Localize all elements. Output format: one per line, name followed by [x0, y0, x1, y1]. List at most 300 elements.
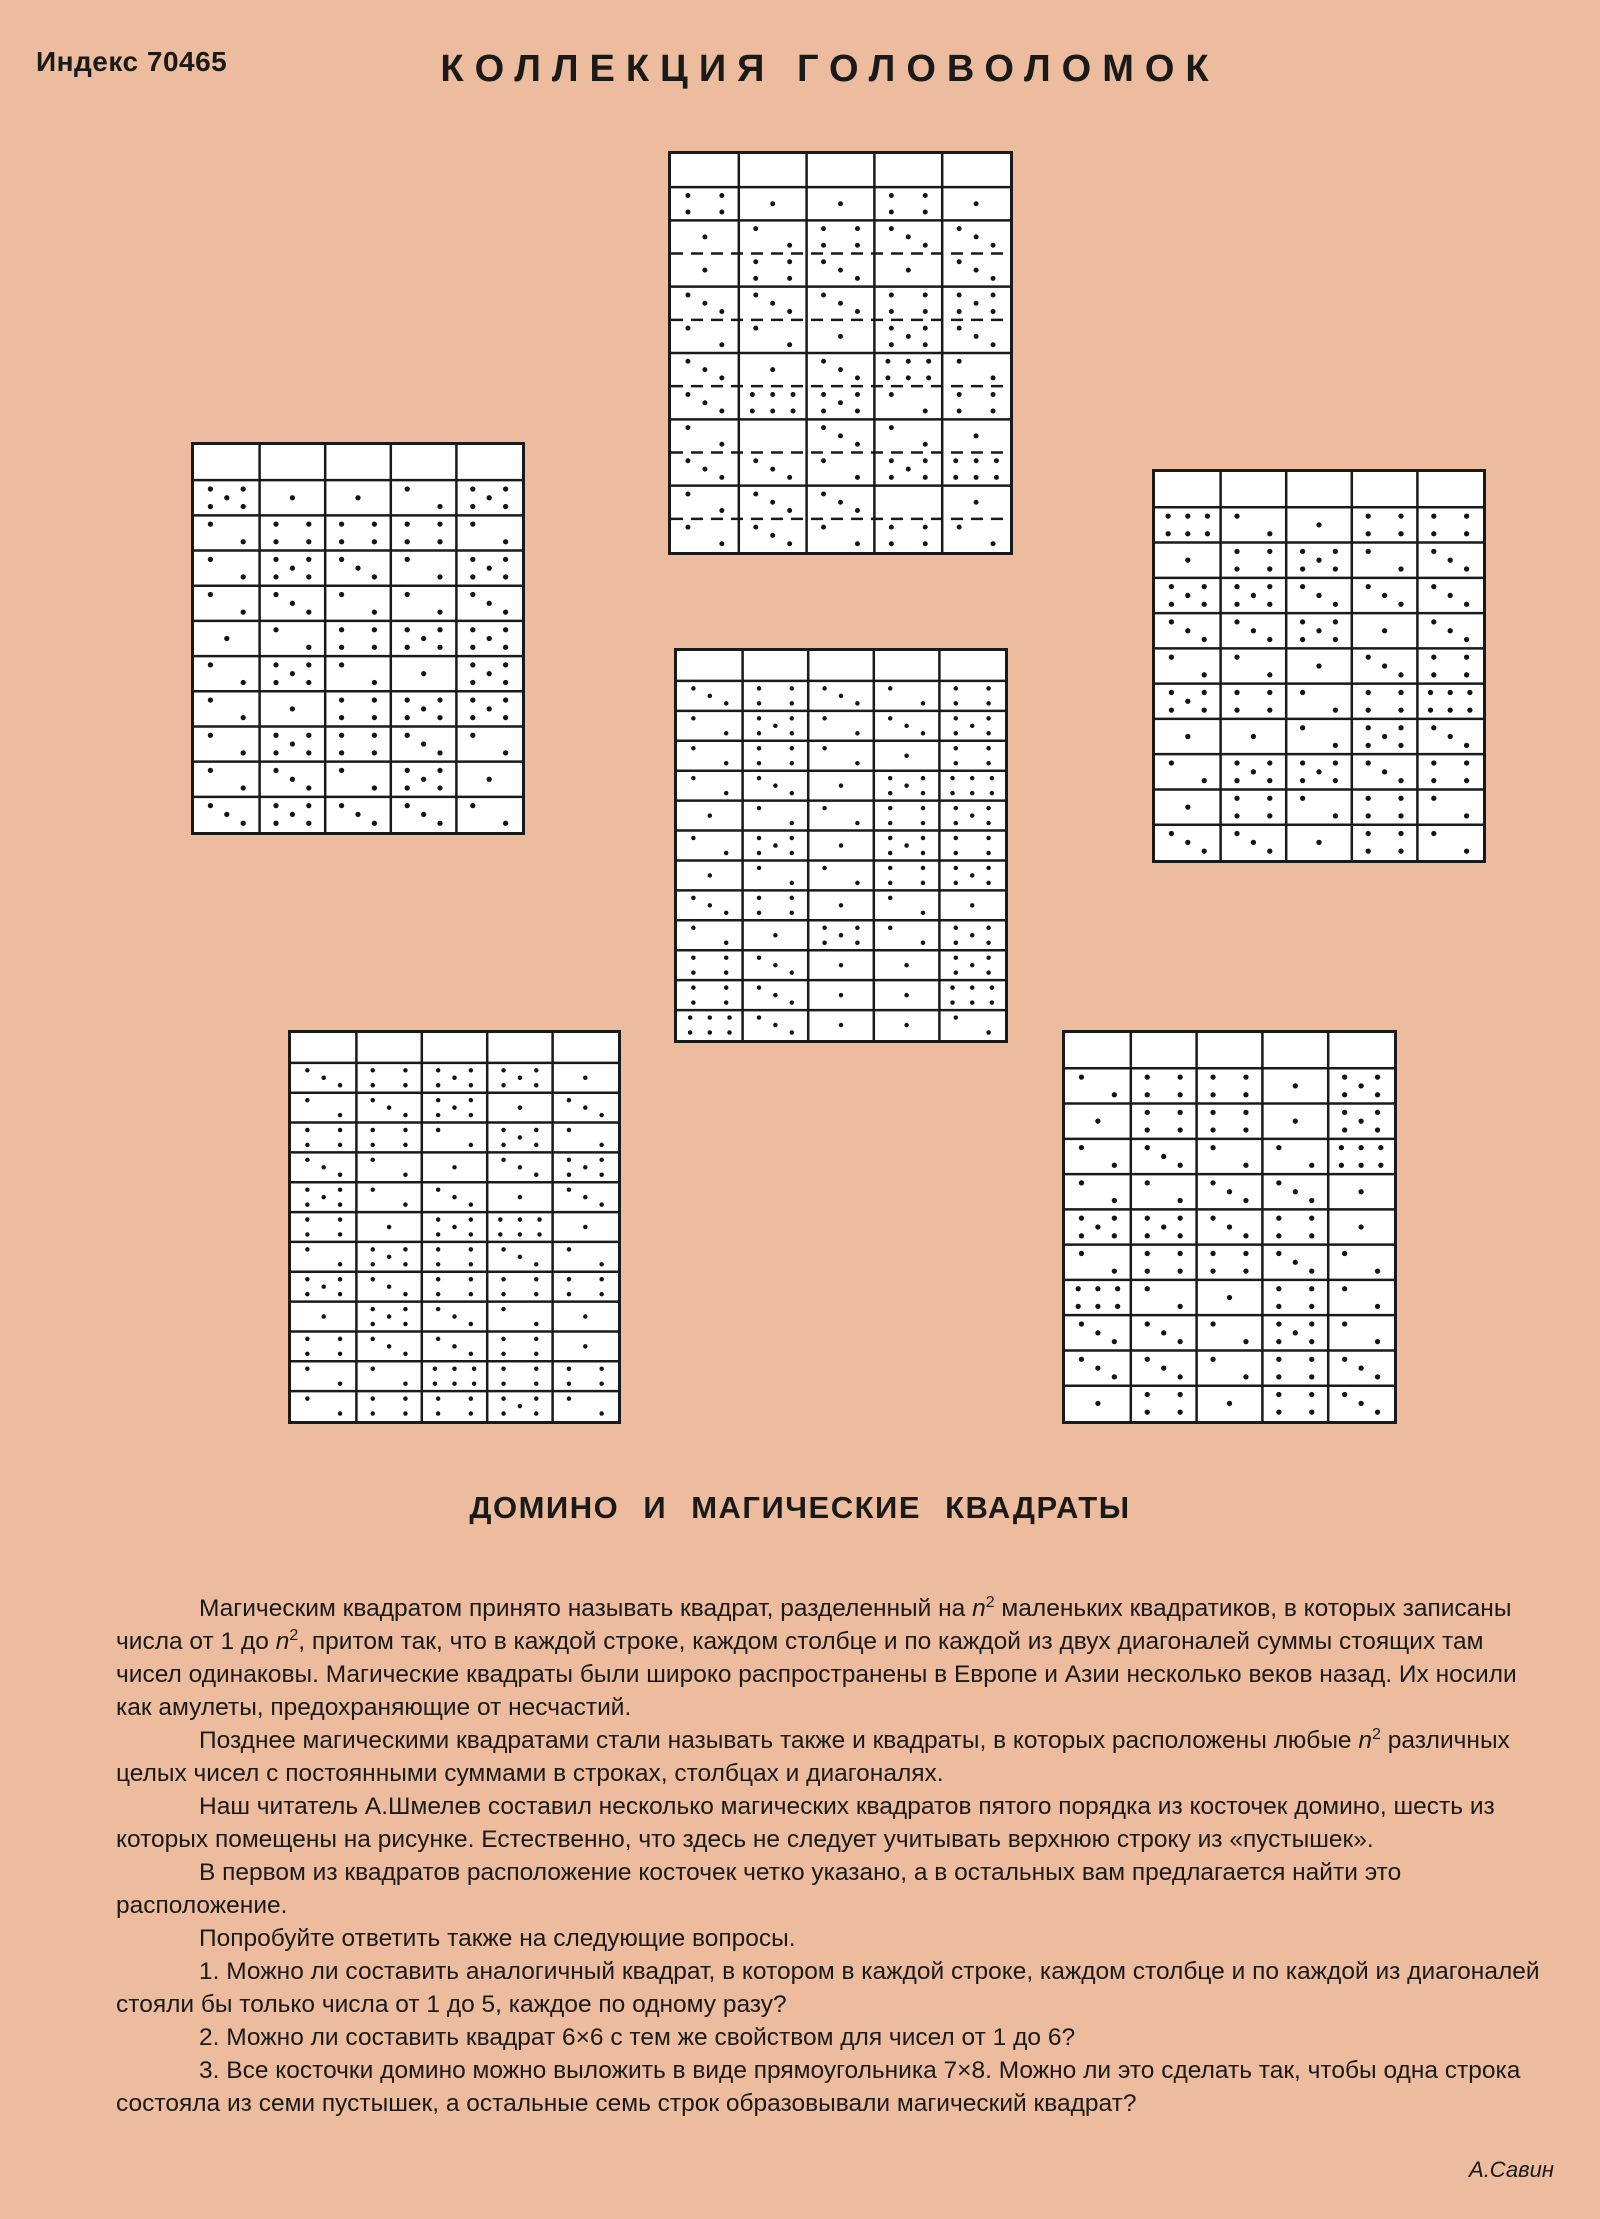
domino-pip [791, 409, 796, 414]
domino-pip [452, 1344, 456, 1348]
domino-pip [241, 821, 246, 826]
domino-pip [1309, 1304, 1314, 1309]
domino-pip [306, 750, 311, 755]
domino-pip [372, 680, 377, 685]
domino-pip [685, 392, 690, 397]
domino-pip [1366, 690, 1371, 695]
domino-pip [469, 1098, 473, 1102]
domino-pip [685, 491, 690, 496]
domino-pip [433, 1367, 437, 1371]
domino-pip [403, 1143, 407, 1147]
domino-pip [421, 706, 426, 711]
domino-pip [855, 409, 860, 414]
domino-pip [371, 1411, 375, 1415]
domino-pip [1234, 584, 1239, 589]
domino-pip [821, 425, 826, 430]
domino-pip [1169, 602, 1174, 607]
domino-pip [970, 933, 974, 937]
domino-pip [994, 458, 999, 463]
domino-pip [790, 851, 794, 855]
domino-pip [1398, 813, 1403, 818]
domino-pip [957, 392, 962, 397]
domino-pip [888, 926, 892, 930]
domino-pip [405, 768, 410, 773]
domino-pip [990, 776, 994, 780]
domino-pip [1115, 1304, 1120, 1309]
domino-pip [953, 475, 958, 480]
domino-pip [518, 1076, 522, 1080]
domino-square-2 [191, 442, 525, 835]
domino-pip [888, 776, 892, 780]
domino-pip [770, 409, 775, 414]
domino-pip [1202, 602, 1207, 607]
domino-pip [773, 993, 777, 997]
domino-pip [387, 1105, 391, 1109]
domino-pip [855, 508, 860, 513]
domino-pip [534, 1083, 538, 1087]
domino-pip [1210, 1180, 1215, 1185]
domino-pip [1178, 1374, 1183, 1379]
domino-pip [921, 836, 925, 840]
domino-pip [1076, 1286, 1081, 1291]
domino-pip [273, 539, 278, 544]
domino-pip [790, 896, 794, 900]
domino-pip [503, 574, 508, 579]
domino-pip [487, 495, 492, 500]
domino-pip [986, 761, 990, 765]
domino-pip [1227, 1224, 1232, 1229]
domino-pip [889, 292, 894, 297]
domino-pip [1165, 531, 1170, 536]
domino-pip [339, 803, 344, 808]
domino-pip [923, 541, 928, 546]
domino-pip [387, 1314, 391, 1318]
domino-pip [1293, 1119, 1298, 1124]
domino-pip [1342, 1251, 1347, 1256]
domino-pip [1243, 1339, 1248, 1344]
domino-pip [371, 1158, 375, 1162]
domino-pip [501, 1083, 505, 1087]
domino-pip [839, 903, 843, 907]
domino-pip [1309, 1268, 1314, 1273]
domino-pip [1165, 513, 1170, 518]
domino-pip [685, 292, 690, 297]
domino-pip [974, 334, 979, 339]
domino-pip [986, 881, 990, 885]
domino-pip [1205, 531, 1210, 536]
domino-pip [339, 697, 344, 702]
domino-pip [921, 911, 925, 915]
domino-pip [757, 955, 761, 959]
domino-pip [469, 1262, 473, 1266]
domino-pip [469, 1143, 473, 1147]
domino-pip [403, 1128, 407, 1132]
domino-pip [921, 776, 925, 780]
domino-pip [1210, 1074, 1215, 1079]
domino-pip [1145, 1410, 1150, 1415]
domino-pip [1267, 549, 1272, 554]
domino-pip [1202, 584, 1207, 589]
domino-pip [436, 1098, 440, 1102]
domino-pip [403, 1411, 407, 1415]
domino-pip [338, 1113, 342, 1117]
domino-pip [436, 1187, 440, 1191]
domino-pip [599, 1411, 603, 1415]
domino-pip [1112, 1092, 1117, 1097]
domino-pip [1227, 1401, 1232, 1406]
domino-pip [757, 701, 761, 705]
domino-pip [437, 697, 442, 702]
domino-pip [1316, 663, 1321, 668]
square-4-grid [677, 651, 1005, 1040]
domino-pip [986, 821, 990, 825]
domino-pip [954, 1015, 958, 1019]
domino-pip [750, 409, 755, 414]
question-2: 2. Можно ли составить квадрат 6×6 с тем же свойством для чисел от 1 до 6? [199, 2024, 1076, 2051]
domino-pip [306, 574, 311, 579]
domino-pip [469, 1217, 473, 1221]
domino-pip [501, 1068, 505, 1072]
domino-pip [355, 495, 360, 500]
domino-pip [436, 1083, 440, 1087]
domino-pip [1431, 584, 1436, 589]
domino-pip [888, 851, 892, 855]
domino-pip [821, 525, 826, 530]
domino-pip [1095, 1286, 1100, 1291]
domino-pip [403, 1292, 407, 1296]
domino-pip [518, 1135, 522, 1139]
domino-pip [1300, 778, 1305, 783]
domino-pip [338, 1292, 342, 1296]
domino-pip [1210, 1110, 1215, 1115]
domino-pip [273, 803, 278, 808]
domino-pip [923, 210, 928, 215]
domino-pip [855, 761, 859, 765]
domino-pip [691, 970, 695, 974]
domino-pip [970, 873, 974, 877]
domino-pip [371, 1307, 375, 1311]
domino-pip [421, 741, 426, 746]
domino-pip [1300, 584, 1305, 589]
domino-pip [986, 746, 990, 750]
domino-pip [470, 504, 475, 509]
domino-pip [921, 791, 925, 795]
domino-pip [791, 392, 796, 397]
domino-pip [1398, 849, 1403, 854]
domino-pip [790, 836, 794, 840]
domino-pip [1267, 813, 1272, 818]
domino-pip [685, 425, 690, 430]
domino-pip [926, 375, 931, 380]
domino-pip [338, 1411, 342, 1415]
domino-pip [1342, 1321, 1347, 1326]
domino-pip [1145, 1286, 1150, 1291]
domino-pip [954, 686, 958, 690]
domino-pip [1309, 1233, 1314, 1238]
domino-pip [338, 1277, 342, 1281]
domino-pip [567, 1396, 571, 1400]
domino-pip [436, 1262, 440, 1266]
index-label: Индекс 70465 [36, 46, 228, 77]
domino-pip [1431, 531, 1436, 536]
domino-pip [208, 662, 213, 667]
domino-pip [1366, 796, 1371, 801]
domino-pip [1178, 1110, 1183, 1115]
domino-pip [889, 193, 894, 198]
domino-pip [986, 926, 990, 930]
domino-pip [822, 686, 826, 690]
domino-pip [773, 1023, 777, 1027]
domino-pip [403, 1202, 407, 1206]
domino-pip [498, 1232, 502, 1236]
domino-pip [1234, 831, 1239, 836]
domino-pip [1112, 1374, 1117, 1379]
domino-pip [273, 733, 278, 738]
domino-pip [1145, 1251, 1150, 1256]
domino-pip [1079, 1216, 1084, 1221]
domino-pip [469, 1411, 473, 1415]
domino-pip [1079, 1251, 1084, 1256]
domino-pip [724, 701, 728, 705]
domino-pip [691, 955, 695, 959]
domino-pip [437, 645, 442, 650]
domino-pip [437, 821, 442, 826]
domino-pip [923, 458, 928, 463]
domino-pip [437, 750, 442, 755]
domino-pip [436, 1292, 440, 1296]
domino-pip [691, 716, 695, 720]
domino-pip [685, 525, 690, 530]
domino-pip [487, 777, 492, 782]
domino-pip [821, 359, 826, 364]
domino-pip [974, 433, 979, 438]
domino-pip [1464, 743, 1469, 748]
domino-pip [889, 525, 894, 530]
domino-pip [518, 1404, 522, 1408]
domino-pip [950, 1000, 954, 1004]
domino-pip [501, 1128, 505, 1132]
domino-pip [787, 508, 792, 513]
domino-pip [923, 409, 928, 414]
domino-pip [1079, 1233, 1084, 1238]
domino-pip [838, 500, 843, 505]
domino-pip [339, 645, 344, 650]
domino-pip [472, 1381, 476, 1385]
domino-pip [583, 1314, 587, 1318]
domino-pip [691, 1000, 695, 1004]
domino-pip [1382, 593, 1387, 598]
domino-pip [583, 1225, 587, 1229]
domino-pip [770, 201, 775, 206]
domino-pip [208, 697, 213, 702]
domino-pip [906, 359, 911, 364]
domino-pip [405, 592, 410, 597]
domino-pip [1178, 1216, 1183, 1221]
domino-pip [787, 243, 792, 248]
domino-pip [719, 475, 724, 480]
domino-pip [757, 731, 761, 735]
domino-pip [1251, 734, 1256, 739]
domino-pip [970, 791, 974, 795]
domino-pip [1398, 778, 1403, 783]
domino-pip [954, 731, 958, 735]
domino-pip [470, 486, 475, 491]
domino-pip [991, 292, 996, 297]
domino-pip [599, 1113, 603, 1117]
domino-pip [855, 881, 859, 885]
domino-pip [1339, 1163, 1344, 1168]
domino-pip [1378, 1145, 1383, 1150]
domino-pip [1309, 1198, 1314, 1203]
domino-pip [469, 1202, 473, 1206]
domino-pip [1375, 1304, 1380, 1309]
domino-pip [1185, 513, 1190, 518]
domino-pip [1267, 707, 1272, 712]
domino-pip [719, 210, 724, 215]
domino-pip [790, 716, 794, 720]
domino-pip [822, 806, 826, 810]
domino-pip [405, 645, 410, 650]
domino-pip [1366, 707, 1371, 712]
domino-pip [974, 500, 979, 505]
domino-pip [1366, 531, 1371, 536]
domino-pip [371, 1247, 375, 1251]
domino-pip [1169, 831, 1174, 836]
domino-pip [321, 1195, 325, 1199]
domino-pip [1234, 690, 1239, 695]
domino-pip [1398, 690, 1403, 695]
domino-pip [855, 701, 859, 705]
domino-pip [1112, 1339, 1117, 1344]
domino-pip [503, 821, 508, 826]
domino-pip [339, 592, 344, 597]
domino-pip [372, 821, 377, 826]
domino-pip [421, 812, 426, 817]
domino-pip [567, 1247, 571, 1251]
domino-pip [1366, 549, 1371, 554]
domino-pip [1309, 1374, 1314, 1379]
domino-pip [1076, 1304, 1081, 1309]
domino-pip [437, 715, 442, 720]
domino-pip [1079, 1357, 1084, 1362]
article-title: ДОМИНО И МАГИЧЕСКИЕ КВАДРАТЫ [469, 1490, 1131, 1525]
domino-pip [1267, 531, 1272, 536]
domino-pip [534, 1277, 538, 1281]
domino-pip [950, 985, 954, 989]
domino-pip [757, 761, 761, 765]
domino-pip [1095, 1365, 1100, 1370]
domino-pip [1464, 760, 1469, 765]
domino-pip [1375, 1268, 1380, 1273]
domino-pip [889, 392, 894, 397]
domino-pip [727, 1015, 731, 1019]
domino-pip [787, 276, 792, 281]
domino-pip [1431, 760, 1436, 765]
domino-pip [534, 1367, 538, 1371]
domino-pip [387, 1284, 391, 1288]
domino-pip [974, 201, 979, 206]
domino-pip [338, 1262, 342, 1266]
domino-pip [787, 259, 792, 264]
paragraph-5: Попробуйте ответить также на следующие вопросы. [199, 1925, 796, 1952]
domino-pip [501, 1411, 505, 1415]
domino-pip [305, 1098, 309, 1102]
domino-pip [1448, 734, 1453, 739]
domino-pip [241, 504, 246, 509]
domino-pip [1358, 1224, 1363, 1229]
domino-pip [1243, 1074, 1248, 1079]
domino-pip [773, 963, 777, 967]
domino-pip [1185, 734, 1190, 739]
domino-pip [888, 881, 892, 885]
domino-pip [1300, 637, 1305, 642]
domino-pip [1234, 796, 1239, 801]
domino-pip [719, 375, 724, 380]
domino-pip [1333, 549, 1338, 554]
domino-pip [753, 226, 758, 231]
domino-pip [583, 1105, 587, 1109]
domino-pip [1145, 1392, 1150, 1397]
domino-pip [986, 1030, 990, 1034]
domino-pip [421, 636, 426, 641]
domino-pip [305, 1396, 309, 1400]
domino-pip [534, 1322, 538, 1326]
domino-pip [855, 309, 860, 314]
domino-pip [986, 806, 990, 810]
domino-pip [567, 1173, 571, 1177]
domino-pip [372, 733, 377, 738]
domino-pip [371, 1367, 375, 1371]
author: А.Савин [1469, 2157, 1554, 2182]
domino-pip [1300, 566, 1305, 571]
domino-pip [708, 903, 712, 907]
domino-pip [923, 243, 928, 248]
domino-pip [305, 1352, 309, 1356]
domino-pip [1375, 1374, 1380, 1379]
domino-pip [1161, 1154, 1166, 1159]
domino-pip [1243, 1163, 1248, 1168]
domino-pip [821, 491, 826, 496]
domino-pip [719, 193, 724, 198]
domino-pip [273, 574, 278, 579]
domino-pip [855, 243, 860, 248]
domino-pip [822, 941, 826, 945]
domino-pip [534, 1128, 538, 1132]
domino-pip [790, 911, 794, 915]
domino-pip [839, 843, 843, 847]
domino-pip [986, 731, 990, 735]
domino-pip [855, 475, 860, 480]
domino-pip [1112, 1216, 1117, 1221]
domino-pip [1300, 619, 1305, 624]
domino-pip [954, 970, 958, 974]
domino-pip [339, 750, 344, 755]
domino-pip [338, 1337, 342, 1341]
domino-pip [372, 627, 377, 632]
domino-pip [822, 866, 826, 870]
domino-square-6 [1062, 1030, 1397, 1424]
domino-pip [1358, 1119, 1363, 1124]
domino-pip [405, 803, 410, 808]
domino-pip [821, 259, 826, 264]
domino-pip [1464, 813, 1469, 818]
domino-pip [501, 1247, 505, 1251]
domino-pip [1358, 1401, 1363, 1406]
domino-pip [534, 1262, 538, 1266]
domino-pip [470, 662, 475, 667]
domino-pip [1095, 1224, 1100, 1229]
domino-pip [1234, 513, 1239, 518]
